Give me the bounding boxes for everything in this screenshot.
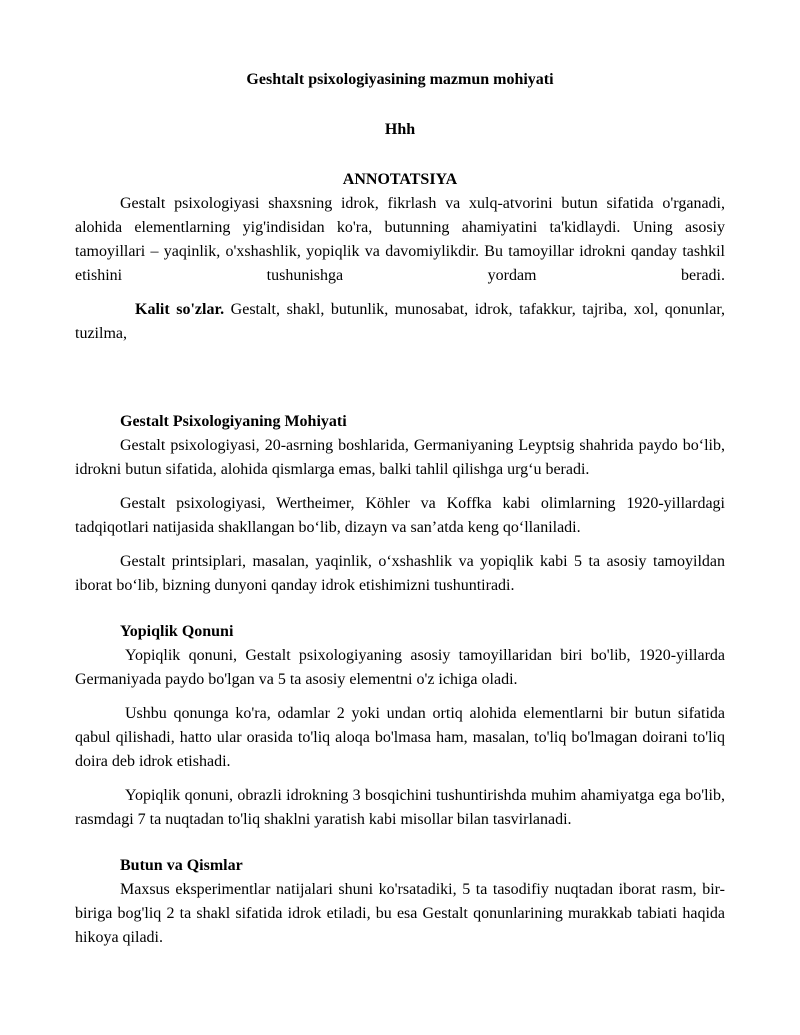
paragraph: Gestalt psixologiyasi, 20-asrning boshlarida, Germaniyaning Leyptsig shahrida paydo bo‘lib, idrokni butun sifatida, alohida qismlarga emas, balki tahlil qilishga urg‘u beradi. <box>75 437 725 478</box>
paragraph: Gestalt printsiplari, masalan, yaqinlik, o‘xshashlik va yopiqlik kabi 5 ta asosiy tamoyildan iborat bo‘lib, bizning dunyoni qanday idrok etishimizni tushuntiradi. <box>75 553 725 594</box>
section-heading-butun: Butun va Qismlar <box>120 857 243 874</box>
paragraph: Yopiqlik qonuni, obrazli idrokning 3 bosqichini tushuntirishda muhim ahamiyatga ega bo'lib, rasmdagi 7 ta nuqtadan to'liq shaklni yaratish kabi misollar bilan tasvirlanadi. <box>75 787 725 828</box>
section-heading-yopiqlik: Yopiqlik Qonuni <box>120 623 234 640</box>
paragraph: Yopiqlik qonuni, Gestalt psixologiyaning asosiy tamoyillaridan biri bo'lib, 1920-yillarda Germaniyada paydo bo'lgan va 5 ta asosiy elementni o'z ichiga oladi. <box>75 647 725 688</box>
keywords-text: Gestalt, shakl, butunlik, munosabat, idrok, tafakkur, tajriba, xol, qonunlar, tuzilma, <box>75 301 726 342</box>
annotation-text: Gestalt psixologiyasi shaxsning idrok, fikrlash va xulq-atvorini butun sifatida o'rganadi, alohida elementlarning yig'indisidan ko'ra, butunning ahamiyatini ta'kidlaydi. Uning asosiy tamoyillari – yaqinlik, o'xshashlik, yopiqlik va davomiylikdir. Bu tamoyillar idrokni qanday tashkil etishini tushunishga yordam beradi. <box>75 195 725 284</box>
keywords-paragraph <box>75 298 725 346</box>
document-title: Geshtalt psixologiyasining mazmun mohiyati <box>246 71 554 88</box>
section-heading-mohiyati: Gestalt Psixologiyaning Mohiyati <box>120 413 347 430</box>
author-name: Hhh <box>384 121 416 138</box>
paragraph: Gestalt psixologiyasi, Wertheimer, Köhler va Koffka kabi olimlarning 1920-yillardagi tadqiqotlari natijasida shakllangan bo‘lib, dizayn va san’atda keng qo‘llaniladi. <box>75 495 725 536</box>
document-page <box>75 60 725 950</box>
keywords-label: Kalit so'zlar. <box>135 301 225 318</box>
paragraph: Maxsus eksperimentlar natijalari shuni ko'rsatadiki, 5 ta tasodifiy nuqtadan iborat rasm, bir-biriga bog'liq 2 ta shakl sifatida idrok etiladi, bu esa Gestalt qonunlarining murakkab tabiati haqida hikoya qiladi. <box>75 881 725 946</box>
paragraph: Ushbu qonunga ko'ra, odamlar 2 yoki undan ortiq alohida elementlarni bir butun sifatida qabul qilishadi, hatto ular orasida to'liq aloqa bo'lmasa ham, masalan, to'liq bo'lmagan doirani to'liq doira deb idrok etishadi. <box>75 705 725 770</box>
annotation-heading: ANNOTATSIYA <box>342 171 458 188</box>
